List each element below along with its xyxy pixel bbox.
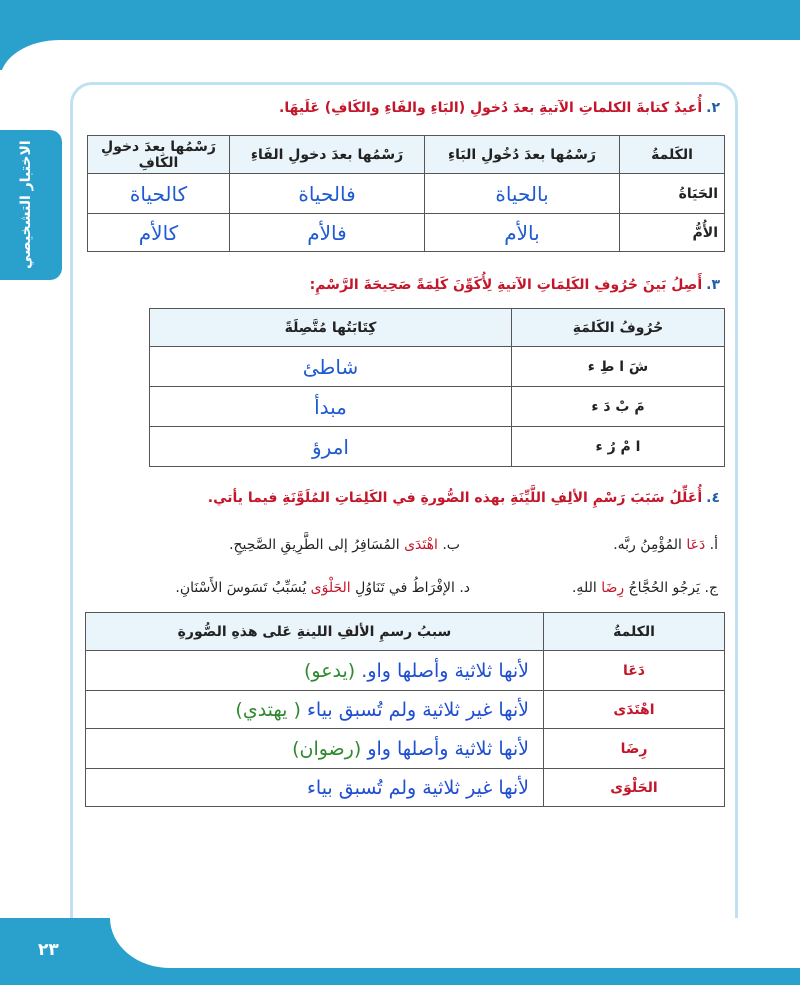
q3-number: ٣. [706, 277, 720, 293]
table-row [86, 651, 725, 691]
q2-word: الأُمُّ [620, 214, 725, 252]
q4-word: دَعَا [544, 651, 725, 691]
q4-answer [86, 769, 544, 807]
q2-answer-fa: فالأم [230, 214, 425, 252]
q4-sentence-a [613, 537, 718, 553]
q4-header-word: الكلمةُ [544, 613, 725, 651]
table-row [86, 691, 725, 729]
highlighted-word: رِضَا [601, 580, 625, 596]
side-tab-label: الاختبار التشخيصي [18, 140, 34, 270]
q4-answer [86, 729, 544, 769]
table-row [150, 347, 725, 387]
table-header-row [86, 613, 725, 651]
highlighted-word: الحَلْوَى [310, 580, 351, 596]
table-row [88, 214, 725, 252]
q3-prompt [310, 277, 720, 293]
q2-header-ba: رَسْمُها بعدَ دُخُولِ البَاءِ [425, 136, 620, 174]
table-row [86, 729, 725, 769]
sentence-suffix: اللهِ. [571, 580, 602, 596]
q2-number: ٢. [706, 100, 720, 116]
q3-header-letters: حُرُوفُ الكَلمَةِ [512, 309, 725, 347]
q2-header-fa: رَسْمُها بعدَ دخولِ الفَاءِ [230, 136, 425, 174]
table-row [88, 174, 725, 214]
q3-text: أَصِلُ بَينَ حُرُوفِ الكَلِمَاتِ الآتيةِ لِأُكَوِّنَ كَلِمَةً صَحِيحَةَ الرَّسْمِ: [309, 277, 703, 293]
q2-prompt [279, 100, 720, 116]
sentence-prefix: د. الإفْرَاطُ في تَنَاوُلِ [350, 580, 470, 596]
page-number: ٢٣ [38, 940, 59, 960]
q4-table [85, 612, 725, 807]
q4-word: الحَلْوَى [544, 769, 725, 807]
q2-header-ka: رَسْمُها بعدَ دخولِ الكَافِ [88, 136, 230, 174]
q4-root: (رضوان) [292, 737, 362, 760]
q4-header-reason: سببُ رسمِ الألفِ اللينةِ عَلى هذهِ الصُّورةِ [86, 613, 544, 651]
q4-word: اهْتَدَى [544, 691, 725, 729]
q4-sentence-d [175, 580, 470, 596]
highlighted-word: اهْتَدَى [404, 537, 438, 553]
q4-answer [86, 691, 544, 729]
q3-header-joined: كِتَابَتُها مُتَّصِلَةً [150, 309, 512, 347]
q4-word: رِضَا [544, 729, 725, 769]
sentence-suffix: يُسَبِّبُ تَسَوسَ الأَسْنَانِ. [175, 580, 311, 596]
q4-reason: لأنها ثلاثية وأصلها واو. [361, 659, 529, 682]
q4-number: ٤. [706, 490, 720, 506]
q3-letters: شَ ا طِ ء [512, 347, 725, 387]
q2-answer-ba: بالأم [425, 214, 620, 252]
highlighted-word: دَعَا [686, 537, 706, 553]
table-row [86, 769, 725, 807]
sentence-suffix: المُسَافِرُ إلى الطَّرِيقِ الصَّحِيحِ. [229, 537, 405, 553]
q3-joined: مبدأ [150, 387, 512, 427]
q2-answer-ka: كالحياة [88, 174, 230, 214]
q2-text: أُعيدُ كتابةَ الكلماتِ الآتيةِ بعدَ دُخولِ (البَاءِ والفَاءِ والكَافِ) عَلَيهَا. [279, 100, 703, 116]
side-tab[interactable] [0, 130, 62, 280]
q4-root: (يدعو) [303, 659, 356, 682]
sentence-prefix: ج. يَرجُو الحُجَّاجُ [624, 580, 718, 596]
q2-word: الحَيَاةُ [620, 174, 725, 214]
q2-answer-ba: بالحياة [425, 174, 620, 214]
table-header-row [150, 309, 725, 347]
table-header-row [88, 136, 725, 174]
q3-table [149, 308, 725, 467]
sentence-suffix: المُؤْمِنُ ربَّه. [613, 537, 687, 553]
q4-reason: لأنها غير ثلاثية ولم تُسبق بياء [306, 698, 529, 721]
q4-answer [86, 651, 544, 691]
q4-reason: لأنها غير ثلاثية ولم تُسبق بياء [306, 776, 529, 799]
footer-curve [110, 918, 800, 968]
q4-sentence-c [572, 580, 718, 596]
table-row [150, 387, 725, 427]
table-row [150, 427, 725, 467]
q4-prompt [208, 490, 720, 506]
q2-header-word: الكَلمةُ [620, 136, 725, 174]
q4-text: أُعَلِّلُ سَبَبَ رَسْمِ الألِفِ اللَّيِّنَةِ بهذه الصُّورةِ في الكَلِمَاتِ المُلَوَّنَةِ فيما يأتي. [207, 490, 703, 506]
q2-table [87, 135, 725, 252]
q3-joined: شاطئ [150, 347, 512, 387]
sentence-prefix: أ. [705, 537, 718, 553]
q3-joined: امرؤ [150, 427, 512, 467]
q2-answer-fa: فالحياة [230, 174, 425, 214]
q3-letters: ا مْ رُ ء [512, 427, 725, 467]
q4-root: ( يهتدي) [235, 698, 301, 721]
sentence-prefix: ب. [437, 537, 460, 553]
q2-answer-ka: كالأم [88, 214, 230, 252]
q4-sentence-b [229, 537, 460, 553]
q3-letters: مَ بْ دَ ء [512, 387, 725, 427]
q4-reason: لأنها ثلاثية وأصلها واو [367, 737, 529, 760]
